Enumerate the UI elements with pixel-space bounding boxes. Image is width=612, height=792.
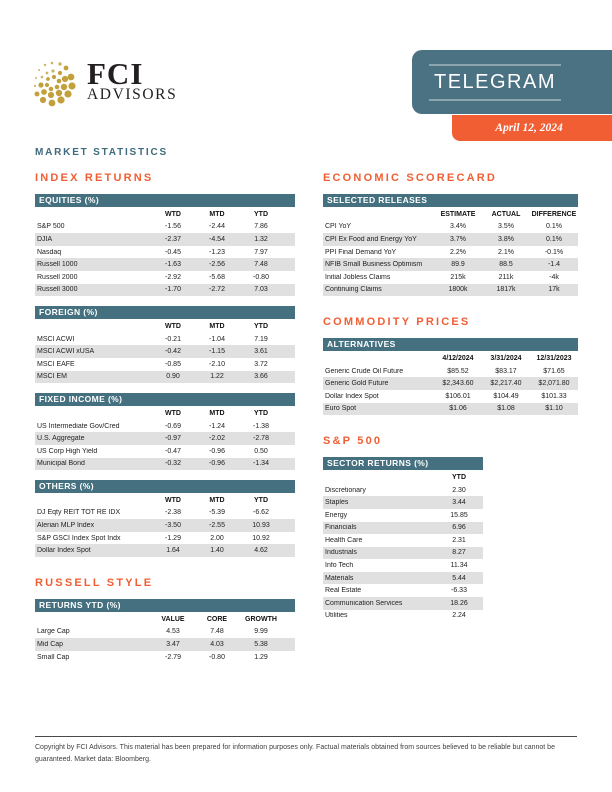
table-row	[323, 572, 483, 585]
table-column-headers	[35, 208, 295, 221]
column-header: VALUE	[161, 615, 185, 623]
row-value: 88.5	[499, 261, 513, 269]
row-label: PPI Final Demand YoY	[325, 248, 397, 256]
row-label: Alerian MLP Index	[37, 522, 95, 530]
column-header: GROWTH	[245, 615, 277, 623]
row-value: 4.62	[254, 547, 268, 555]
row-value: 2.1%	[498, 248, 514, 256]
row-value: 11.34	[450, 562, 468, 570]
row-label: US Corp High Yield	[37, 447, 98, 455]
row-value: 2.00	[210, 534, 224, 542]
row-value: -1.29	[165, 534, 181, 542]
row-value: -2.92	[165, 273, 181, 281]
column-header: 4/12/2024	[442, 354, 474, 362]
row-label: Russell 2000	[37, 273, 78, 281]
section-heading-economic-scorecard: ECONOMIC SCORECARD	[323, 172, 498, 184]
column-header: WTD	[165, 496, 181, 504]
logo-subtitle: ADVISORS	[87, 86, 178, 103]
section-heading-index-returns: INDEX RETURNS	[35, 172, 154, 184]
row-value: -0.97	[165, 435, 181, 443]
badge-rule-bottom	[429, 99, 561, 101]
right-column	[323, 172, 578, 632]
table-column-headers	[35, 613, 295, 626]
row-label: MSCI EAFE	[37, 360, 75, 368]
row-label: Russell 3000	[37, 286, 78, 294]
row-value: 2.31	[452, 536, 466, 544]
row-value: -2.56	[209, 261, 225, 269]
row-label: Large Cap	[37, 628, 70, 636]
row-value: -4.54	[209, 235, 225, 243]
row-value: -4k	[549, 273, 559, 281]
table-row	[323, 610, 483, 623]
disclaimer-text: Copyright by FCI Advisors. This material has been prepared for information purposes only. Factual materials obtained from sources believed to be reliable but cannot be guaranteed. Market data: Bloomberg.	[35, 744, 555, 763]
row-value: -1.04	[209, 335, 225, 343]
table-row	[323, 258, 578, 271]
table-row	[323, 365, 578, 378]
row-label: Dollar Index Spot	[37, 547, 91, 555]
row-value: -1.24	[209, 422, 225, 430]
row-value: $106.01	[445, 392, 471, 400]
row-value: 0.90	[166, 373, 180, 381]
row-value: -1.63	[165, 261, 181, 269]
row-value: 3.7%	[450, 235, 466, 243]
table-row	[35, 651, 295, 664]
table-column-headers	[35, 407, 295, 420]
table-row	[35, 358, 295, 371]
foreign-table	[35, 306, 295, 383]
row-value: -0.21	[165, 335, 181, 343]
equities-table	[35, 194, 295, 296]
row-label: Euro Spot	[325, 405, 357, 413]
row-label: Industrials	[325, 549, 357, 557]
logo-title: FCI	[87, 56, 144, 91]
table-row	[35, 445, 295, 458]
table-title-bar: FOREIGN (%)	[35, 306, 295, 319]
row-value: 17k	[548, 286, 560, 294]
table-row	[35, 458, 295, 471]
row-value: -1.4	[547, 261, 561, 269]
table-row	[35, 432, 295, 445]
table-row	[323, 221, 578, 234]
row-value: 8.27	[452, 549, 466, 557]
table-row	[323, 271, 578, 284]
row-value: 7.48	[210, 628, 224, 636]
row-value: -1.23	[209, 248, 225, 256]
row-value: $1.08	[497, 405, 515, 413]
table-row	[35, 271, 295, 284]
row-value: 3.44	[452, 499, 466, 507]
row-value: 2.24	[452, 612, 466, 620]
column-header: YTD	[452, 473, 466, 481]
row-value: 7.48	[254, 261, 268, 269]
column-header: 12/31/2023	[536, 354, 572, 362]
table-title-bar: ALTERNATIVES	[323, 338, 578, 351]
row-value: -5.39	[209, 509, 225, 517]
others-table	[35, 480, 295, 557]
row-value: $1.10	[545, 405, 563, 413]
row-label: U.S. Aggregate	[37, 435, 85, 443]
table-column-headers	[35, 494, 295, 507]
row-value: 0.1%	[546, 223, 562, 231]
row-value: -0.96	[209, 447, 225, 455]
table-row	[323, 496, 483, 509]
row-label: MSCI EM	[37, 373, 67, 381]
row-label: CPI Ex Food and Energy YoY	[325, 235, 417, 243]
table-row	[35, 345, 295, 358]
row-label: Small Cap	[37, 653, 70, 661]
row-value: 4.03	[210, 641, 224, 649]
table-row	[35, 371, 295, 384]
row-value: $101.33	[541, 392, 567, 400]
row-label: Mid Cap	[37, 641, 64, 649]
row-label: Generic Crude Oil Future	[325, 367, 404, 375]
row-label: Municipal Bond	[37, 460, 85, 468]
row-value: 1.40	[210, 547, 224, 555]
column-header: 3/31/2024	[490, 354, 522, 362]
row-value: -0.69	[165, 422, 181, 430]
row-value: -0.80	[253, 273, 269, 281]
row-label: US Intermediate Gov/Cred	[37, 422, 120, 430]
table-title-bar: RETURNS YTD (%)	[35, 599, 295, 612]
row-value: 211k	[498, 273, 514, 281]
russell-returns-table	[35, 599, 295, 663]
row-value: -2.78	[253, 435, 269, 443]
row-value: -0.85	[165, 360, 181, 368]
row-value: -2.38	[165, 509, 181, 517]
row-label: DJIA	[37, 235, 53, 243]
column-header: WTD	[165, 210, 181, 218]
table-title-bar: OTHERS (%)	[35, 480, 295, 493]
row-value: -1.70	[165, 286, 181, 294]
row-label: Utilities	[325, 612, 348, 620]
column-header: ACTUAL	[491, 210, 521, 218]
row-value: 0.1%	[546, 235, 562, 243]
fci-globe-icon	[33, 56, 79, 108]
table-title-bar: SECTOR RETURNS (%)	[323, 457, 483, 470]
table-row	[323, 559, 483, 572]
row-value: $2,071.80	[538, 380, 570, 388]
row-value: -6.62	[253, 509, 269, 517]
row-value: 5.44	[452, 574, 466, 582]
row-value: -2.37	[165, 235, 181, 243]
row-label: S&P 500	[37, 223, 65, 231]
row-value: -2.44	[209, 223, 225, 231]
row-value: 3.5%	[498, 223, 514, 231]
date-banner	[452, 115, 612, 141]
table-row	[323, 484, 483, 497]
table-column-headers	[323, 208, 578, 221]
row-value: -0.45	[165, 248, 181, 256]
row-value: 2.30	[452, 486, 466, 494]
table-title-bar: EQUITIES (%)	[35, 194, 295, 207]
row-value: -0.80	[209, 653, 225, 661]
table-column-headers	[323, 352, 578, 365]
row-label: Info Tech	[325, 562, 354, 570]
column-header: MTD	[209, 210, 225, 218]
table-row	[323, 390, 578, 403]
row-value: -1.15	[209, 348, 225, 356]
column-header: YTD	[254, 322, 268, 330]
row-value: $71.65	[543, 367, 565, 375]
table-row	[35, 544, 295, 557]
row-value: 1.22	[210, 373, 224, 381]
row-value: 10.92	[252, 534, 270, 542]
issue-date: April 12, 2024	[495, 122, 563, 134]
table-row	[35, 284, 295, 297]
table-row	[35, 532, 295, 545]
table-row	[35, 507, 295, 520]
column-header: MTD	[209, 409, 225, 417]
row-value: 6.96	[452, 524, 466, 532]
row-value: 7.03	[254, 286, 268, 294]
row-value: -0.96	[209, 460, 225, 468]
row-label: MSCI ACWI xUSA	[37, 348, 95, 356]
row-label: Continuing Claims	[325, 286, 382, 294]
row-value: 7.86	[254, 223, 268, 231]
row-label: Discretionary	[325, 486, 366, 494]
sector-returns-table	[323, 457, 483, 622]
newsletter-title: TELEGRAM	[433, 70, 557, 93]
row-value: 3.8%	[498, 235, 514, 243]
table-row	[323, 547, 483, 560]
table-title-bar: SELECTED RELEASES	[323, 194, 578, 207]
badge-rule-top	[429, 64, 561, 66]
section-heading-sp500: S&P 500	[323, 435, 383, 448]
row-value: -5.68	[209, 273, 225, 281]
column-header: MTD	[209, 496, 225, 504]
row-value: -0.47	[165, 447, 181, 455]
row-value: -0.1%	[544, 248, 564, 256]
column-header: YTD	[254, 496, 268, 504]
row-value: 5.38	[254, 641, 268, 649]
row-value: -2.72	[209, 286, 225, 294]
table-column-headers	[323, 471, 483, 484]
row-value: 10.93	[252, 522, 270, 530]
section-heading-russell-style: RUSSELL STYLE	[35, 577, 154, 590]
row-label: DJ Eqty REIT TOT RE IDX	[37, 509, 121, 517]
table-row	[35, 638, 295, 651]
row-value: 3.61	[254, 348, 268, 356]
row-value: 15.85	[450, 511, 468, 519]
row-value: -3.50	[165, 522, 181, 530]
column-header: CORE	[206, 615, 228, 623]
table-row	[323, 522, 483, 535]
row-value: 3.47	[166, 641, 180, 649]
row-label: MSCI ACWI	[37, 335, 75, 343]
row-label: Health Care	[325, 536, 363, 544]
row-value: -2.79	[165, 653, 181, 661]
row-label: Materials	[325, 574, 354, 582]
row-value: -1.56	[165, 223, 181, 231]
column-header: YTD	[254, 409, 268, 417]
row-value: 1800k	[448, 286, 468, 294]
column-header: YTD	[254, 210, 268, 218]
table-row	[323, 509, 483, 522]
row-label: Generic Gold Future	[325, 380, 389, 388]
table-row	[323, 377, 578, 390]
row-label: CPI YoY	[325, 223, 352, 231]
row-value: $2,343.60	[442, 380, 474, 388]
telegram-badge	[412, 50, 612, 114]
row-label: Real Estate	[325, 587, 362, 595]
table-row	[35, 420, 295, 433]
row-value: 89.9	[451, 261, 465, 269]
row-value: 7.97	[254, 248, 268, 256]
table-row	[323, 597, 483, 610]
row-label: Initial Jobless Claims	[325, 273, 391, 281]
row-label: Nasdaq	[37, 248, 62, 256]
row-value: -6.33	[451, 587, 467, 595]
page-title: MARKET STATISTICS	[35, 147, 169, 158]
table-row	[323, 246, 578, 259]
row-value: 1.64	[166, 547, 180, 555]
row-value: -0.42	[165, 348, 181, 356]
logo-wordmark	[87, 56, 178, 103]
table-row	[323, 284, 578, 297]
row-value: 3.4%	[450, 223, 466, 231]
row-value: 4.53	[166, 628, 180, 636]
row-value: 3.66	[254, 373, 268, 381]
row-value: 9.99	[254, 628, 268, 636]
selected-releases-table	[323, 194, 578, 296]
row-label: Dollar Index Spot	[325, 392, 379, 400]
left-column	[35, 172, 295, 673]
table-row	[35, 258, 295, 271]
fci-advisors-logo	[33, 56, 177, 108]
table-row	[323, 233, 578, 246]
row-label: Communication Services	[325, 599, 403, 607]
row-label: NFIB Small Business Optimism	[325, 261, 423, 269]
row-value: $2,217.40	[490, 380, 522, 388]
row-value: -2.10	[209, 360, 225, 368]
row-value: $83.17	[495, 367, 517, 375]
table-row	[323, 534, 483, 547]
row-label: S&P GSCI Index Spot Indx	[37, 534, 121, 542]
row-value: $1.06	[449, 405, 467, 413]
row-value: 18.26	[450, 599, 468, 607]
section-heading-commodity-prices: COMMODITY PRICES	[323, 316, 471, 329]
table-title-bar: FIXED INCOME (%)	[35, 393, 295, 406]
row-value: -0.32	[165, 460, 181, 468]
table-row	[323, 584, 483, 597]
row-value: 1817k	[496, 286, 516, 294]
table-row	[35, 246, 295, 259]
row-value: -2.55	[209, 522, 225, 530]
table-row	[323, 403, 578, 416]
row-value: 1.32	[254, 235, 268, 243]
row-value: 7.19	[254, 335, 268, 343]
column-header: DIFFERENCE	[531, 210, 577, 218]
row-label: Staples	[325, 499, 349, 507]
row-value: 1.29	[254, 653, 268, 661]
footer	[35, 736, 577, 766]
row-value: -1.34	[253, 460, 269, 468]
fixed-income-table	[35, 393, 295, 470]
row-value: $104.49	[493, 392, 519, 400]
row-value: 215k	[450, 273, 466, 281]
row-value: -1.38	[253, 422, 269, 430]
row-label: Russell 1000	[37, 261, 78, 269]
table-row	[35, 221, 295, 234]
table-column-headers	[35, 320, 295, 333]
row-value: 2.2%	[450, 248, 466, 256]
column-header: ESTIMATE	[440, 210, 476, 218]
row-value: 3.72	[254, 360, 268, 368]
row-label: Energy	[325, 511, 348, 519]
alternatives-table	[323, 338, 578, 415]
column-header: WTD	[165, 409, 181, 417]
column-header: MTD	[209, 322, 225, 330]
table-row	[35, 626, 295, 639]
table-row	[35, 233, 295, 246]
row-value: 0.50	[254, 447, 268, 455]
table-row	[35, 519, 295, 532]
column-header: WTD	[165, 322, 181, 330]
row-label: Financials	[325, 524, 357, 532]
row-value: -2.02	[209, 435, 225, 443]
row-value: $85.52	[447, 367, 469, 375]
table-row	[35, 333, 295, 346]
